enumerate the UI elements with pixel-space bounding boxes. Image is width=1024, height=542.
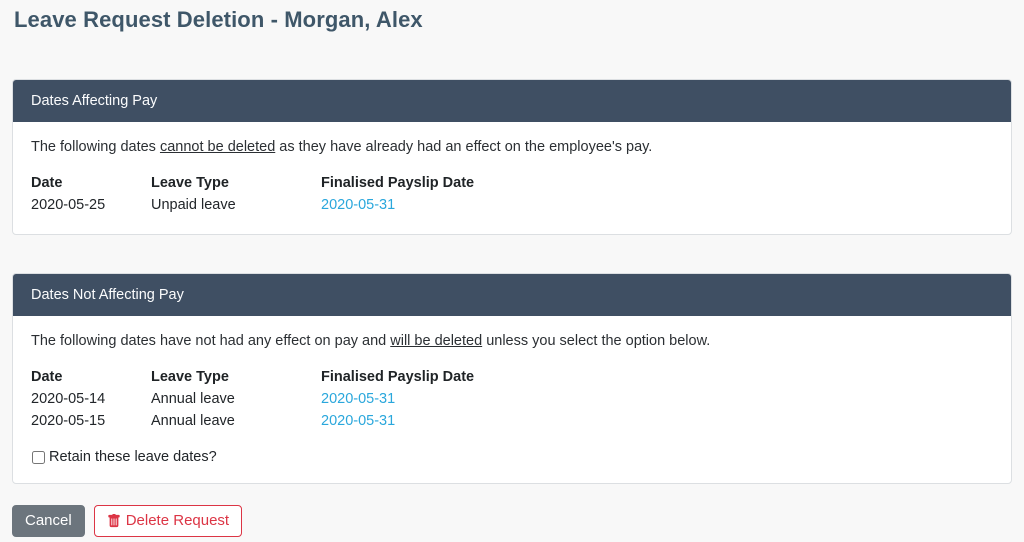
delete-request-button[interactable] bbox=[94, 505, 242, 537]
desc-text: The following dates bbox=[31, 139, 160, 155]
payslip-date-link[interactable]: 2020-05-31 bbox=[321, 413, 396, 429]
trash-icon bbox=[107, 514, 121, 528]
table-row bbox=[31, 388, 993, 410]
panel-body-dates-not-affecting-pay bbox=[13, 316, 1011, 483]
column-header-date: Date bbox=[31, 369, 63, 385]
desc-underlined-text: cannot be deleted bbox=[159, 139, 276, 155]
action-buttons-row bbox=[12, 505, 1012, 537]
panel-header-dates-not-affecting-pay: Dates Not Affecting Pay bbox=[13, 274, 1011, 316]
date-cell: 2020-05-14 bbox=[31, 391, 106, 407]
dates-not-affecting-pay-panel bbox=[12, 273, 1012, 484]
panel-body-dates-affecting-pay bbox=[13, 122, 1011, 234]
payslip-date-link[interactable]: 2020-05-31 bbox=[321, 391, 396, 407]
leave-type-cell: Annual leave bbox=[151, 391, 235, 407]
table-row bbox=[31, 194, 993, 216]
desc-text: The following dates have not had any effect on pay and bbox=[31, 333, 391, 349]
dates-not-affecting-pay-description bbox=[31, 333, 993, 349]
column-header-leave-type: Leave Type bbox=[151, 175, 229, 191]
desc-text: unless you select the option below. bbox=[482, 333, 711, 349]
column-header-finalised-payslip-date: Finalised Payslip Date bbox=[321, 175, 475, 191]
column-header-leave-type: Leave Type bbox=[151, 369, 229, 385]
date-cell: 2020-05-25 bbox=[31, 197, 106, 213]
panel-header-dates-affecting-pay: Dates Affecting Pay bbox=[13, 80, 1011, 122]
date-cell: 2020-05-15 bbox=[31, 413, 106, 429]
dates-affecting-pay-description bbox=[31, 139, 993, 155]
table-header-row bbox=[31, 172, 993, 194]
retain-leave-dates-option[interactable] bbox=[31, 449, 993, 465]
column-header-date: Date bbox=[31, 175, 63, 191]
column-header-finalised-payslip-date: Finalised Payslip Date bbox=[321, 369, 475, 385]
table-row bbox=[31, 410, 993, 432]
retain-leave-dates-checkbox[interactable] bbox=[32, 451, 45, 464]
desc-underlined-text: will be deleted bbox=[390, 333, 483, 349]
page-title: Leave Request Deletion - Morgan, Alex bbox=[14, 7, 423, 32]
delete-request-label: Delete Request bbox=[125, 512, 230, 529]
retain-leave-dates-label: Retain these leave dates? bbox=[49, 449, 217, 465]
table-header-row bbox=[31, 366, 993, 388]
desc-text: as they have already had an effect on the employee's pay. bbox=[275, 139, 653, 155]
cancel-button[interactable]: Cancel bbox=[12, 505, 85, 537]
dates-not-affecting-pay-table bbox=[31, 366, 993, 432]
leave-type-cell: Annual leave bbox=[151, 413, 235, 429]
leave-type-cell: Unpaid leave bbox=[151, 197, 236, 213]
dates-affecting-pay-table bbox=[31, 172, 993, 216]
payslip-date-link[interactable]: 2020-05-31 bbox=[321, 197, 396, 213]
dates-affecting-pay-panel bbox=[12, 79, 1012, 235]
